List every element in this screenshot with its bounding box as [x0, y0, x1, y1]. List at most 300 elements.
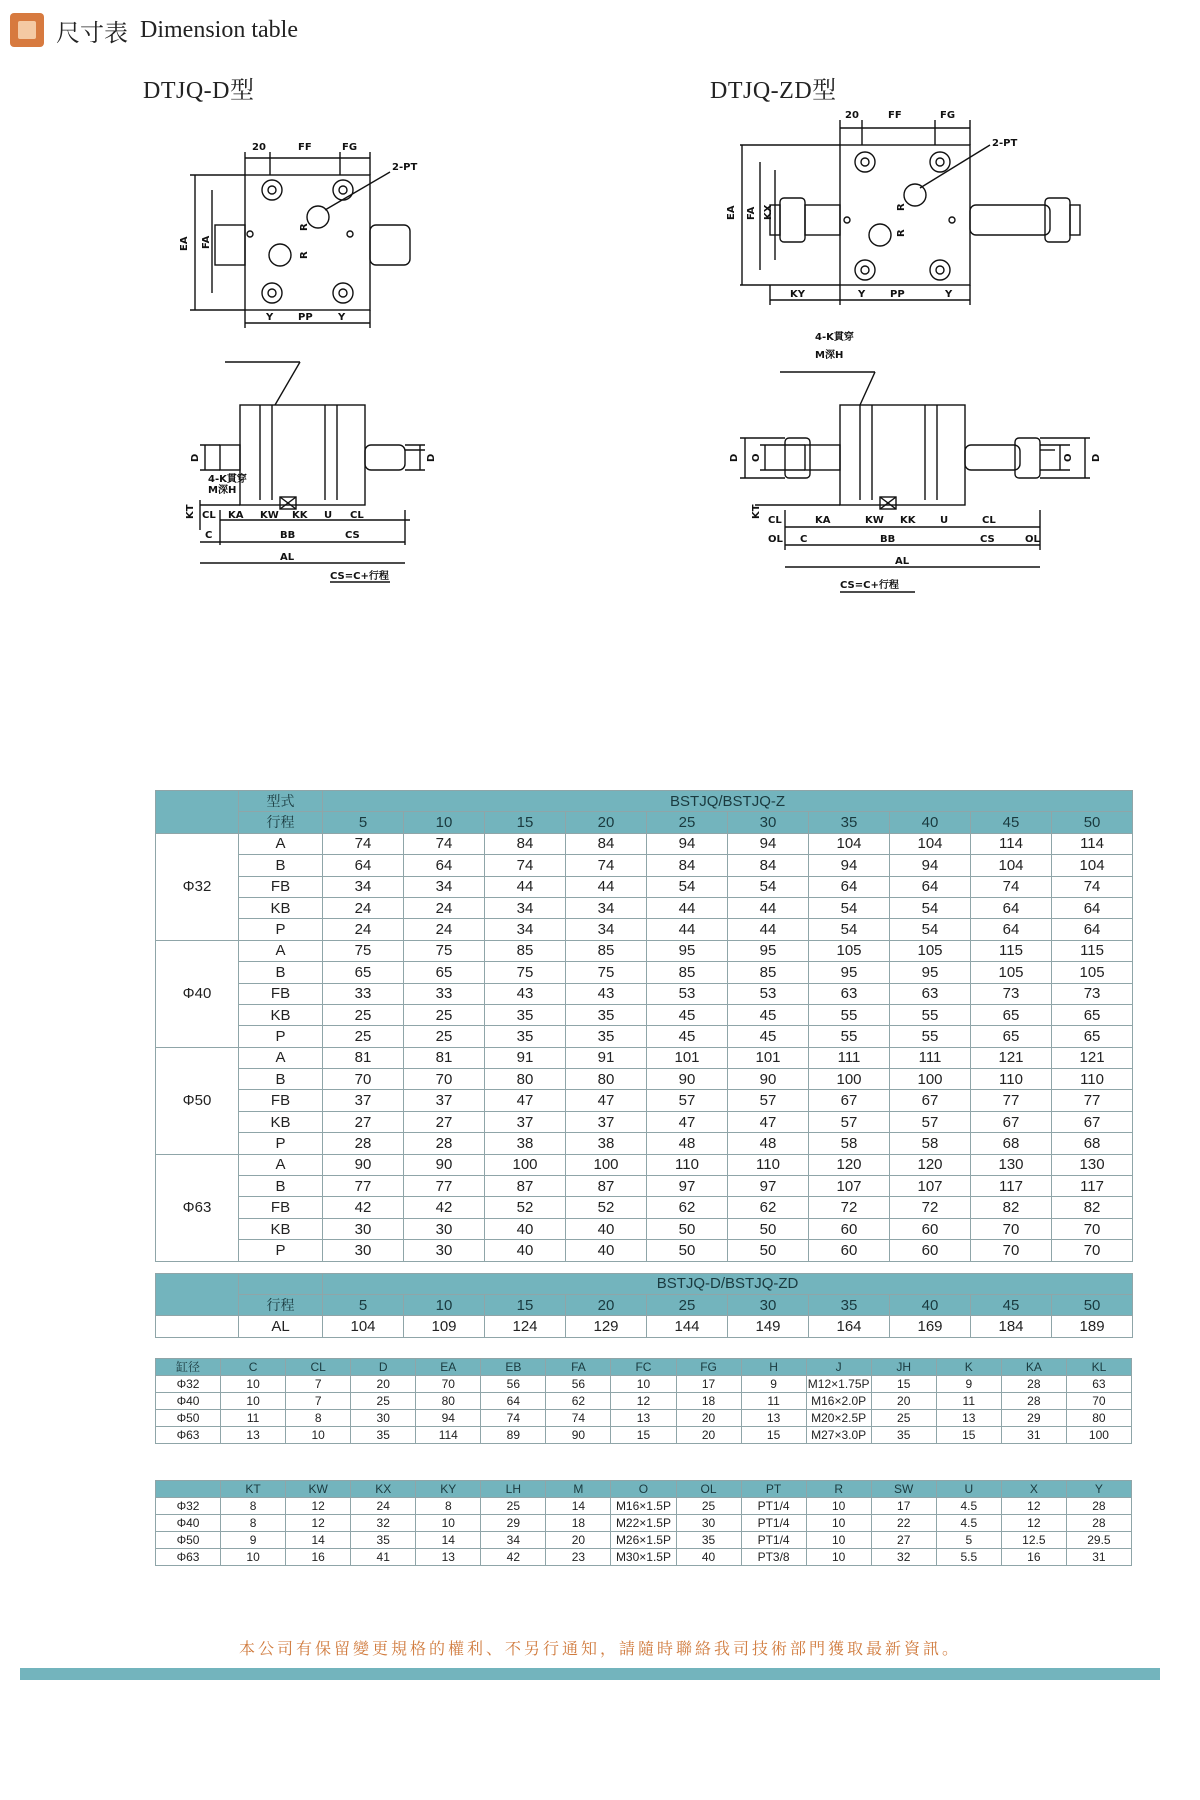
value-cell: 67	[890, 1090, 971, 1111]
svg-text:U: U	[324, 510, 333, 521]
value-cell: M30×1.5P	[611, 1549, 676, 1566]
value-cell: 35	[485, 1026, 566, 1047]
column-header: FC	[611, 1359, 676, 1376]
value-cell: 25	[404, 1026, 485, 1047]
value-cell: 75	[323, 940, 404, 961]
svg-text:KA: KA	[228, 510, 244, 521]
value-cell: M12×1.75P	[807, 1376, 870, 1391]
value-cell: 42	[404, 1197, 485, 1218]
value-cell: 54	[809, 897, 890, 918]
value-cell: 74	[323, 833, 404, 854]
al-value-cell: 164	[809, 1316, 890, 1337]
value-cell: 77	[1052, 1090, 1133, 1111]
svg-text:Y: Y	[338, 312, 346, 323]
value-cell: 27	[871, 1532, 936, 1549]
svg-text:CS=C+行程: CS=C+行程	[840, 580, 899, 591]
stroke-header-cell: 40	[890, 812, 971, 833]
svg-text:4-K貫穿: 4-K貫穿	[815, 332, 854, 343]
header-title-cn: 尺寸表	[56, 18, 128, 47]
value-cell: 65	[323, 962, 404, 983]
header-corner	[156, 791, 239, 834]
value-cell: 117	[971, 1176, 1052, 1197]
value-cell: 74	[1052, 876, 1133, 897]
bore-dimension-table-1	[155, 1358, 1132, 1444]
svg-text:CL: CL	[350, 510, 364, 521]
value-cell: 52	[566, 1197, 647, 1218]
value-cell: 130	[971, 1154, 1052, 1175]
value-cell: 24	[404, 897, 485, 918]
svg-text:PP: PP	[298, 312, 313, 323]
column-header: H	[741, 1359, 806, 1376]
value-cell: 110	[971, 1069, 1052, 1090]
svg-text:CS=C+行程: CS=C+行程	[330, 571, 389, 582]
value-cell: 32	[871, 1549, 936, 1566]
svg-text:20: 20	[845, 110, 859, 121]
model2-header-row	[156, 1273, 1133, 1294]
value-cell: 100	[809, 1069, 890, 1090]
value-cell: 48	[647, 1133, 728, 1154]
value-cell: 84	[647, 855, 728, 876]
value-cell: 16	[1001, 1549, 1066, 1566]
value-cell: 100	[566, 1154, 647, 1175]
value-cell: 85	[566, 940, 647, 961]
value-cell: 34	[566, 897, 647, 918]
value-cell: 48	[728, 1133, 809, 1154]
svg-text:EA: EA	[179, 236, 190, 251]
value-cell: 74	[481, 1410, 546, 1427]
value-cell: 111	[890, 1047, 971, 1068]
value-cell: 41	[351, 1549, 416, 1566]
value-cell: 47	[647, 1111, 728, 1132]
value-cell: 35	[351, 1532, 416, 1549]
table-row	[156, 1410, 1132, 1427]
svg-text:FA: FA	[746, 206, 757, 220]
al-value-cell: 129	[566, 1316, 647, 1337]
svg-text:U: U	[940, 515, 949, 526]
value-cell: 107	[890, 1176, 971, 1197]
bore-cell: Φ50	[156, 1532, 221, 1549]
value-cell: 85	[728, 962, 809, 983]
value-cell: 12.5	[1001, 1532, 1066, 1549]
value-cell: 105	[890, 940, 971, 961]
svg-text:M深H: M深H	[208, 485, 237, 496]
svg-text:FF: FF	[298, 142, 312, 153]
value-cell: M20×2.5P	[806, 1410, 871, 1427]
value-cell: 70	[971, 1218, 1052, 1239]
svg-text:D: D	[1091, 453, 1102, 462]
al-key-cell: AL	[239, 1316, 323, 1337]
table-row	[156, 1393, 1132, 1410]
column-header: KW	[286, 1481, 351, 1498]
bore-cell: Φ63	[156, 1427, 221, 1444]
table-row	[156, 940, 1133, 961]
value-cell: 64	[971, 897, 1052, 918]
value-cell: 9	[221, 1532, 286, 1549]
value-cell: 57	[890, 1111, 971, 1132]
value-cell: 81	[323, 1047, 404, 1068]
svg-text:OL: OL	[768, 534, 783, 545]
value-cell: 73	[1052, 983, 1133, 1004]
value-cell: 20	[676, 1410, 741, 1427]
value-cell: 45	[647, 1026, 728, 1047]
column-header: KT	[221, 1481, 286, 1498]
value-cell: 54	[728, 876, 809, 897]
value-cell: 35	[566, 1026, 647, 1047]
value-cell: 57	[728, 1090, 809, 1111]
value-cell: 42	[323, 1197, 404, 1218]
svg-text:KK: KK	[900, 515, 916, 526]
column-header: O	[611, 1481, 676, 1498]
dim-key-cell: A	[239, 940, 323, 961]
value-cell: 33	[404, 983, 485, 1004]
svg-text:Y: Y	[858, 289, 866, 300]
table-row	[156, 962, 1133, 983]
dim-key-cell: FB	[239, 1090, 323, 1111]
value-cell: 65	[971, 1026, 1052, 1047]
value-cell: 45	[647, 1004, 728, 1025]
svg-text:KK: KK	[292, 510, 308, 521]
value-cell: 50	[728, 1240, 809, 1261]
value-cell: 55	[890, 1004, 971, 1025]
value-cell: 47	[566, 1090, 647, 1111]
value-cell: 55	[890, 1026, 971, 1047]
value-cell: 34	[566, 919, 647, 940]
column-header: JH	[871, 1359, 936, 1376]
value-cell: 54	[647, 876, 728, 897]
value-cell: 77	[971, 1090, 1052, 1111]
value-cell: 82	[971, 1197, 1052, 1218]
bore-cell: Φ40	[156, 1393, 221, 1410]
value-cell: 15	[936, 1427, 1001, 1444]
column-header: KL	[1066, 1359, 1131, 1376]
table-row	[156, 1047, 1133, 1068]
column-header: EB	[481, 1359, 546, 1376]
value-cell: 65	[971, 1004, 1052, 1025]
column-header: 缸径	[156, 1359, 221, 1376]
dim-key-cell: B	[239, 855, 323, 876]
value-cell: 33	[323, 983, 404, 1004]
value-cell: 87	[566, 1176, 647, 1197]
value-cell: 77	[404, 1176, 485, 1197]
value-cell: 75	[485, 962, 566, 983]
al-value-cell: 169	[890, 1316, 971, 1337]
bore-cell: Φ40	[156, 940, 239, 1047]
value-cell: 12	[611, 1393, 676, 1410]
value-cell: 15	[611, 1427, 676, 1444]
value-cell: 7	[286, 1376, 351, 1393]
svg-text:O: O	[1063, 453, 1074, 462]
value-cell: 24	[323, 897, 404, 918]
value-cell: 25	[323, 1026, 404, 1047]
table-header-row	[156, 1481, 1132, 1498]
svg-text:KA: KA	[815, 515, 831, 526]
value-cell: 34	[404, 876, 485, 897]
svg-text:D: D	[426, 453, 437, 462]
value-cell: 70	[323, 1069, 404, 1090]
value-cell: 64	[1052, 897, 1133, 918]
svg-text:FF: FF	[888, 110, 902, 121]
table-row	[156, 1515, 1132, 1532]
value-cell: 32	[351, 1515, 416, 1532]
column-header: LH	[481, 1481, 546, 1498]
value-cell: 58	[809, 1133, 890, 1154]
svg-text:4-K貫穿: 4-K貫穿	[208, 474, 247, 485]
column-header: OL	[676, 1481, 741, 1498]
value-cell: 11	[221, 1410, 286, 1427]
value-cell: 114	[416, 1427, 481, 1444]
svg-text:CL: CL	[768, 515, 782, 526]
value-cell: 28	[1066, 1498, 1131, 1515]
value-cell: 63	[1066, 1376, 1131, 1393]
value-cell: 28	[1001, 1393, 1066, 1410]
value-cell: 40	[485, 1240, 566, 1261]
svg-text:KY: KY	[790, 289, 805, 300]
dim-key-cell: A	[239, 833, 323, 854]
value-cell: 104	[809, 833, 890, 854]
value-cell: 44	[728, 897, 809, 918]
column-header	[156, 1481, 221, 1498]
value-cell: 90	[728, 1069, 809, 1090]
value-cell: 28	[323, 1133, 404, 1154]
value-cell: 104	[1052, 855, 1133, 876]
drawing-left-top	[160, 130, 450, 330]
al-value-cell: 149	[728, 1316, 809, 1337]
value-cell: 70	[1052, 1240, 1133, 1261]
value-cell: 94	[647, 833, 728, 854]
value-cell: 40	[676, 1549, 741, 1566]
value-cell: 121	[1052, 1047, 1133, 1068]
value-cell: 28	[1066, 1515, 1131, 1532]
value-cell: 20	[546, 1532, 611, 1549]
value-cell: 91	[485, 1047, 566, 1068]
value-cell: 11	[936, 1393, 1001, 1410]
bore-dimension-table-2	[155, 1480, 1132, 1566]
column-header: FG	[676, 1359, 741, 1376]
value-cell: 29.5	[1066, 1532, 1131, 1549]
svg-text:KX: KX	[763, 204, 774, 220]
value-cell: 120	[890, 1154, 971, 1175]
value-cell: 45	[728, 1026, 809, 1047]
value-cell: 29	[481, 1515, 546, 1532]
value-cell: 90	[323, 1154, 404, 1175]
value-cell: 15	[871, 1376, 936, 1393]
column-header: EA	[416, 1359, 481, 1376]
value-cell: 17	[676, 1376, 741, 1393]
value-cell: 30	[404, 1240, 485, 1261]
bore-cell: Φ63	[156, 1549, 221, 1566]
stroke-header-row-2	[156, 1294, 1133, 1315]
value-cell: 64	[809, 876, 890, 897]
value-cell: 52	[485, 1197, 566, 1218]
svg-text:D: D	[729, 453, 740, 462]
value-cell: 35	[351, 1427, 416, 1444]
column-header: X	[1001, 1481, 1066, 1498]
value-cell: 56	[546, 1376, 611, 1393]
value-cell: 70	[416, 1376, 481, 1393]
blank-header	[239, 1273, 323, 1294]
value-cell: 37	[566, 1111, 647, 1132]
value-cell: 22	[871, 1515, 936, 1532]
value-cell: 81	[404, 1047, 485, 1068]
bore-cell: Φ32	[156, 1376, 221, 1393]
value-cell: 4.5	[936, 1498, 1001, 1515]
value-cell: 5	[936, 1532, 1001, 1549]
value-cell: 28	[1001, 1376, 1066, 1393]
value-cell: 42	[481, 1549, 546, 1566]
svg-text:KW: KW	[260, 510, 279, 521]
value-cell: 13	[611, 1410, 676, 1427]
value-cell: 30	[351, 1410, 416, 1427]
value-cell: 54	[809, 919, 890, 940]
svg-text:CL: CL	[202, 510, 216, 521]
table-row	[156, 1532, 1132, 1549]
value-cell: 37	[485, 1111, 566, 1132]
value-cell: 64	[971, 919, 1052, 940]
value-cell: 80	[566, 1069, 647, 1090]
value-cell: 67	[971, 1111, 1052, 1132]
value-cell: 54	[890, 919, 971, 940]
value-cell: 60	[809, 1240, 890, 1261]
value-cell: 35	[871, 1427, 936, 1444]
value-cell: 101	[647, 1047, 728, 1068]
table-row	[156, 1133, 1133, 1154]
value-cell: 117	[1052, 1176, 1133, 1197]
stroke-header-cell: 5	[323, 812, 404, 833]
drawing-right-side	[700, 330, 1130, 610]
value-cell: 73	[971, 983, 1052, 1004]
value-cell: 13	[936, 1410, 1001, 1427]
value-cell: M27×3.0P	[806, 1427, 871, 1444]
value-cell: 80	[416, 1393, 481, 1410]
value-cell: 90	[546, 1427, 611, 1444]
svg-text:M深H: M深H	[815, 350, 844, 361]
value-cell: 94	[809, 855, 890, 876]
stroke-header-cell: 5	[323, 1294, 404, 1315]
value-cell: 34	[481, 1532, 546, 1549]
value-cell: 50	[647, 1240, 728, 1261]
value-cell: M22×1.5P	[611, 1515, 676, 1532]
value-cell: 91	[566, 1047, 647, 1068]
value-cell: 34	[485, 897, 566, 918]
stroke-label-2: 行程	[239, 1294, 323, 1315]
section-square-icon	[10, 13, 44, 47]
value-cell: 10	[221, 1376, 286, 1393]
value-cell: 65	[1052, 1004, 1133, 1025]
value-cell: PT3/8	[741, 1549, 806, 1566]
svg-text:CS: CS	[980, 534, 995, 545]
table-row	[156, 1240, 1133, 1261]
stroke-label: 行程	[239, 812, 323, 833]
table-row	[156, 1026, 1133, 1047]
drawing-label-left: DTJQ-D型	[143, 78, 255, 104]
dim-key-cell: P	[239, 919, 323, 940]
value-cell: 100	[1066, 1427, 1131, 1444]
value-cell: 9	[936, 1376, 1001, 1393]
value-cell: 100	[890, 1069, 971, 1090]
svg-text:KW: KW	[865, 515, 884, 526]
svg-text:BB: BB	[880, 534, 896, 545]
value-cell: 80	[485, 1069, 566, 1090]
header-title-en: Dimension table	[140, 16, 298, 43]
bore-cell: Φ32	[156, 833, 239, 940]
value-cell: 10	[416, 1515, 481, 1532]
value-cell: 37	[404, 1090, 485, 1111]
value-cell: 14	[286, 1532, 351, 1549]
dim-key-cell: FB	[239, 1197, 323, 1218]
value-cell: 15	[741, 1427, 806, 1444]
value-cell: 60	[890, 1218, 971, 1239]
value-cell: 110	[647, 1154, 728, 1175]
value-cell: 10	[806, 1549, 871, 1566]
type-label: 型式	[239, 791, 323, 812]
value-cell: PT1/4	[741, 1515, 806, 1532]
value-cell: 68	[1052, 1133, 1133, 1154]
al-blank	[156, 1316, 239, 1337]
value-cell: 7	[286, 1393, 351, 1410]
value-cell: M16×2.0P	[806, 1393, 871, 1410]
value-cell: 10	[221, 1549, 286, 1566]
value-cell: 44	[566, 876, 647, 897]
model2-label: BSTJQ-D/BSTJQ-ZD	[323, 1273, 1133, 1294]
column-header: J	[806, 1359, 871, 1376]
value-cell: 68	[971, 1133, 1052, 1154]
table-row	[156, 1176, 1133, 1197]
svg-text:KT: KT	[185, 504, 196, 519]
table-row	[156, 1154, 1133, 1175]
value-cell: 13	[741, 1410, 806, 1427]
value-cell: 62	[728, 1197, 809, 1218]
dim-key-cell: B	[239, 1176, 323, 1197]
value-cell: 12	[286, 1515, 351, 1532]
table-header-row	[156, 791, 1133, 812]
svg-text:KT: KT	[751, 504, 762, 519]
value-cell: 27	[404, 1111, 485, 1132]
value-cell: 64	[481, 1393, 546, 1410]
value-cell: 97	[647, 1176, 728, 1197]
table-row	[156, 1218, 1133, 1239]
value-cell: 25	[323, 1004, 404, 1025]
value-cell: 85	[485, 940, 566, 961]
value-cell: 95	[728, 940, 809, 961]
stroke-header-cell: 50	[1052, 1294, 1133, 1315]
value-cell: 25	[871, 1410, 936, 1427]
value-cell: 18	[546, 1515, 611, 1532]
value-cell: 25	[404, 1004, 485, 1025]
value-cell: 101	[728, 1047, 809, 1068]
stroke-header-cell: 20	[566, 812, 647, 833]
footer-bar	[20, 1668, 1160, 1680]
value-cell: 29	[1001, 1410, 1066, 1427]
column-header: K	[936, 1359, 1001, 1376]
table-row	[156, 833, 1133, 854]
value-cell: 53	[728, 983, 809, 1004]
dim-key-cell: KB	[239, 1218, 323, 1239]
value-cell: 70	[971, 1240, 1052, 1261]
value-cell: 31	[1001, 1427, 1066, 1444]
value-cell: 57	[809, 1111, 890, 1132]
value-cell: 114	[971, 833, 1052, 854]
value-cell: 104	[890, 833, 971, 854]
value-cell: 70	[1052, 1218, 1133, 1239]
value-cell: 82	[1052, 1197, 1133, 1218]
value-cell: 70	[404, 1069, 485, 1090]
value-cell: 64	[890, 876, 971, 897]
value-cell: 55	[809, 1026, 890, 1047]
value-cell: 107	[809, 1176, 890, 1197]
value-cell: 65	[1052, 1026, 1133, 1047]
value-cell: 67	[809, 1090, 890, 1111]
svg-text:AL: AL	[280, 552, 295, 563]
